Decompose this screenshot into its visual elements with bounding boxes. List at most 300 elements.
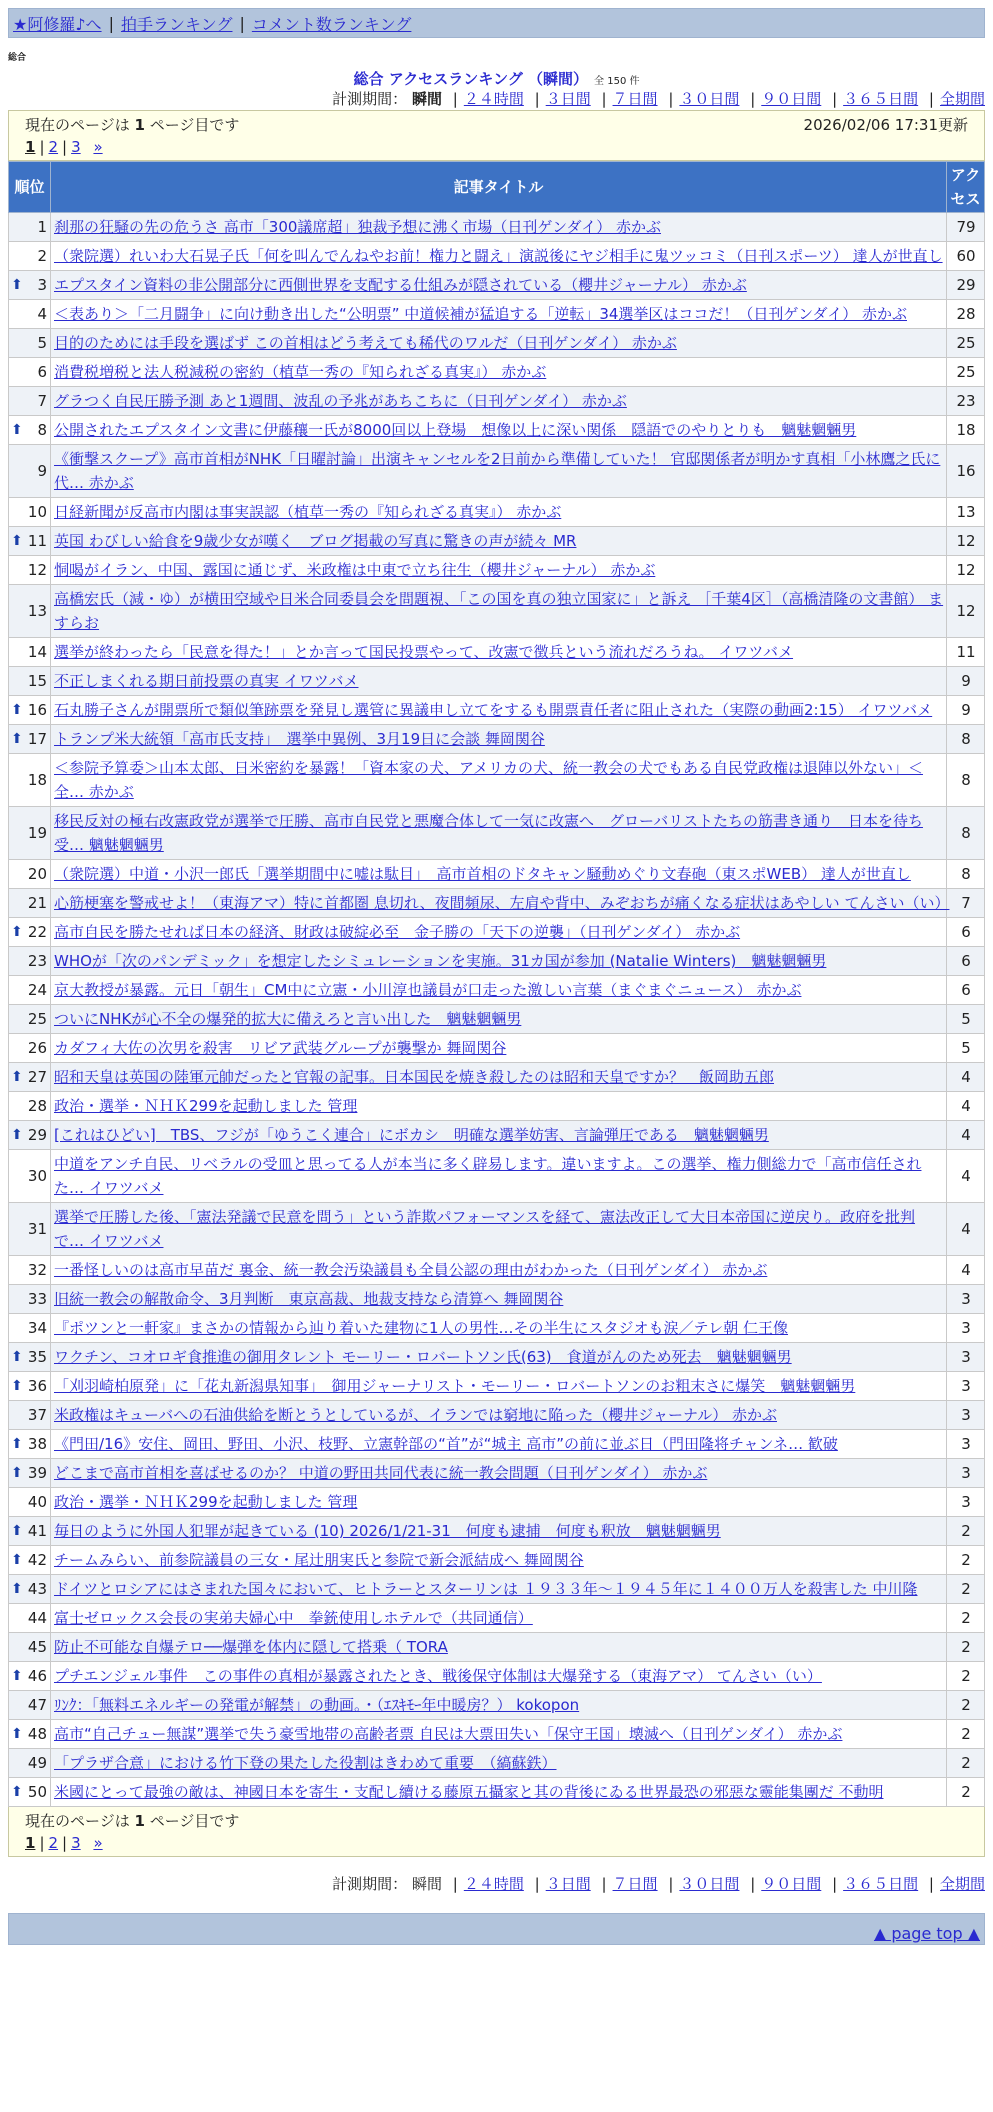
- article-link[interactable]: 昭和天皇は英国の陸軍元帥だったと官報の記事。日本国民を焼き殺したのは昭和天皇ですか？ 飯岡助五郎: [54, 1068, 775, 1086]
- access-count: 2: [947, 1720, 985, 1749]
- article-link[interactable]: 心筋梗塞を警戒せよ！（東海アマ）特に首都圏 息切れ、夜間頻尿、左肩や背中、みぞおちが痛くなる症状はあやしい てんさい（い）: [54, 894, 950, 912]
- access-count: 9: [947, 696, 985, 725]
- page-link-1[interactable]: 1: [25, 138, 36, 156]
- table-row: [9, 242, 985, 271]
- rank-number: 7: [37, 392, 47, 410]
- article-link[interactable]: 『ポツンと一軒家』まさかの情報から辿り着いた建物に1人の男性…その半生にスタジオも涙／テレ朝 仁王像: [54, 1319, 789, 1337]
- rank-cell: [9, 1575, 51, 1604]
- page-link-3-bottom[interactable]: 3: [71, 1834, 81, 1852]
- access-count: 2: [947, 1633, 985, 1662]
- access-count: 4: [947, 1092, 985, 1121]
- page-link-1-bottom[interactable]: 1: [25, 1834, 36, 1852]
- rank-cell: [9, 1401, 51, 1430]
- access-count: 9: [947, 667, 985, 696]
- period-label-bottom: 計測期間：: [332, 1875, 408, 1893]
- table-row: [9, 1034, 985, 1063]
- table-row: [9, 1092, 985, 1121]
- ranking-title: 総合 アクセスランキング （瞬間）: [353, 70, 589, 88]
- article-link[interactable]: 日経新聞が反高市内閣は事実誤認（植草一秀の『知られざる真実』） 赤かぶ: [54, 503, 562, 521]
- nav-link-comment-ranking[interactable]: コメント数ランキング: [251, 14, 412, 34]
- access-count: 2: [947, 1778, 985, 1807]
- title-cell: [51, 1546, 947, 1575]
- access-count: 4: [947, 1121, 985, 1150]
- rank-number: 35: [27, 1348, 47, 1366]
- article-link[interactable]: 「刈羽崎柏原発」に「花丸新潟県知事」 御用ジャーナリスト・モーリー・ロバートソンのお粗末さに爆笑 魑魅魍魎男: [54, 1377, 856, 1395]
- article-link[interactable]: グラつく自民圧勝予測 あと1週間、波乱の予兆があちこちに（日刊ゲンダイ） 赤かぶ: [54, 392, 627, 410]
- access-count: 3: [947, 1488, 985, 1517]
- rank-number: 47: [27, 1696, 47, 1714]
- table-row: [9, 213, 985, 242]
- page-link-2[interactable]: 2: [48, 138, 59, 156]
- rank-number: 8: [37, 421, 47, 439]
- title-cell: [51, 860, 947, 889]
- rank-cell: [9, 976, 51, 1005]
- rank-cell: [9, 1372, 51, 1401]
- access-count: 5: [947, 1034, 985, 1063]
- rank-number: 40: [27, 1493, 47, 1511]
- rank-cell: [9, 556, 51, 585]
- article-link[interactable]: ワクチン、コオロギ食推進の御用タレント モーリー・ロバートソン氏(63) 食道がんのため死去 魑魅魍魎男: [54, 1348, 792, 1366]
- article-link[interactable]: プチエンジェル事件 この事件の真相が暴露されたとき、戦後保守体制は大爆発する（東海アマ） てんさい（い）: [54, 1667, 822, 1685]
- table-row: [9, 1314, 985, 1343]
- rank-number: 13: [27, 602, 47, 620]
- article-link[interactable]: 中道をアンチ自民、リベラルの受皿と思ってる人が本当に多く辟易します。違いますよ。この選挙、権力側総力で「高市信任された… イワツバメ: [54, 1155, 922, 1197]
- rank-cell: [9, 1343, 51, 1372]
- article-link[interactable]: 消費税増税と法人税減税の密約（植草一秀の『知られざる真実』） 赤かぶ: [54, 363, 547, 381]
- period-link-24h[interactable]: ２４時間: [463, 90, 524, 108]
- rank-number: 45: [27, 1638, 47, 1656]
- rank-number: 48: [27, 1725, 47, 1743]
- table-row: [9, 667, 985, 696]
- current-page-info-bottom: 現在のページは 1 ページ目です: [25, 1812, 240, 1830]
- article-link[interactable]: 高橋宏氏（減・ゆ）が横田空域や日米合同委員会を問題視、「この国を真の独立国家に」と訴え ［千葉4区］（高橋清隆の文書館） ますらお: [54, 590, 944, 632]
- up-arrow-icon: ⬆: [11, 277, 23, 293]
- rank-cell: [9, 527, 51, 556]
- title-cell: [51, 498, 947, 527]
- rank-number: 3: [37, 276, 47, 294]
- access-count: 3: [947, 1459, 985, 1488]
- rank-number: 29: [27, 1126, 47, 1144]
- access-count: 12: [947, 585, 985, 638]
- rank-number: 12: [27, 561, 47, 579]
- rank-cell: [9, 1691, 51, 1720]
- period-link-24h-bottom[interactable]: ２４時間: [463, 1875, 524, 1893]
- rank-cell: [9, 329, 51, 358]
- rank-number: 44: [27, 1609, 47, 1627]
- title-cell: [51, 1401, 947, 1430]
- access-count: 2: [947, 1691, 985, 1720]
- rank-cell: [9, 1459, 51, 1488]
- rank-number: 20: [27, 865, 47, 883]
- article-link[interactable]: 米政権はキューバへの石油供給を断とうとしているが、イランでは窮地に陥った（櫻井ジャーナル） 赤かぶ: [54, 1406, 777, 1424]
- access-count: 16: [947, 445, 985, 498]
- rank-cell: [9, 1203, 51, 1256]
- title-cell: [51, 1005, 947, 1034]
- title-cell: [51, 527, 947, 556]
- up-arrow-icon: ⬆: [11, 1726, 23, 1742]
- period-link-3d-bottom[interactable]: ３日間: [545, 1875, 591, 1893]
- access-count: 3: [947, 1285, 985, 1314]
- table-row: [9, 638, 985, 667]
- article-link[interactable]: [これはひどい] TBS、フジが「ゆうこく連合」にボカシ 明確な選挙妨害、言論弾圧である 魑魅魍魎男: [54, 1126, 769, 1144]
- article-link[interactable]: トランプ米大統領「高市氏支持」 選挙中異例、3月19日に会談 舞岡関谷: [54, 730, 545, 748]
- rank-number: 16: [27, 701, 47, 719]
- article-link[interactable]: ﾘﾝｸ：「無料エネルギーの発電が解禁」の動画。・（ｴｽｷﾓｰ年中暖房？） kokopon: [54, 1696, 580, 1714]
- access-count: 4: [947, 1203, 985, 1256]
- rank-cell: [9, 807, 51, 860]
- article-link[interactable]: 不正しまくれる期日前投票の真実 イワツバメ: [54, 672, 359, 690]
- article-link[interactable]: どこまで高市首相を喜ばせるのか？ 中道の野田共同代表に統一教会問題（日刊ゲンダイ） 赤かぶ: [54, 1464, 708, 1482]
- access-count: 3: [947, 1343, 985, 1372]
- title-cell: [51, 213, 947, 242]
- rank-number: 17: [27, 730, 47, 748]
- access-count: 2: [947, 1546, 985, 1575]
- title-cell: [51, 947, 947, 976]
- title-cell: [51, 416, 947, 445]
- article-link[interactable]: カダフィ大佐の次男を殺害 リビア武装グループが襲撃か 舞岡関谷: [54, 1039, 507, 1057]
- rank-number: 25: [27, 1010, 47, 1028]
- rank-number: 31: [27, 1220, 47, 1238]
- period-link-30d-bottom[interactable]: ３０日間: [679, 1875, 740, 1893]
- pagination-bottom: 現在のページは 1 ページ目です 1 | 2 | 3 »: [8, 1807, 985, 1857]
- title-cell: [51, 1575, 947, 1604]
- access-count: 2: [947, 1749, 985, 1778]
- next-page-link[interactable]: »: [93, 138, 103, 156]
- rank-cell: [9, 1633, 51, 1662]
- up-arrow-icon: ⬆: [11, 1069, 23, 1085]
- header-access: アクセス: [947, 162, 985, 213]
- article-link[interactable]: 米國にとって最強の敵は、神國日本を寄生・支配し續ける藤原五攝家と其の背後にゐる世界最恐の邪惡な靈能集團だ 不動明: [54, 1783, 884, 1801]
- rank-cell: [9, 242, 51, 271]
- rank-number: 23: [27, 952, 47, 970]
- article-link[interactable]: 政治・選挙・ＮＨＫ299を起動しました 管理: [54, 1493, 358, 1511]
- title-cell: [51, 1691, 947, 1720]
- rank-cell: [9, 300, 51, 329]
- table-row: [9, 1633, 985, 1662]
- title-cell: [51, 1063, 947, 1092]
- article-link[interactable]: チームみらい、前参院議員の三女・尾辻朋実氏と参院で新会派結成へ 舞岡関谷: [54, 1551, 584, 1569]
- article-link[interactable]: 刹那の狂騒の先の危うさ 高市「300議席超」独裁予想に沸く市場（日刊ゲンダイ） 赤かぶ: [54, 218, 661, 236]
- access-count: 18: [947, 416, 985, 445]
- access-count: 7: [947, 889, 985, 918]
- rank-cell: [9, 1662, 51, 1691]
- access-count: 2: [947, 1604, 985, 1633]
- period-selector-top: 計測期間： 瞬間 | ２４時間 | ３日間 | ７日間 | ３０日間 | ９０日間 | ３６５日間 | 全期間: [332, 90, 985, 108]
- table-row: [9, 1430, 985, 1459]
- bottom-bar: [8, 1913, 985, 1945]
- period-link-90d-bottom[interactable]: ９０日間: [761, 1875, 822, 1893]
- article-link[interactable]: ついにNHKが心不全の爆発的拡大に備えろと言い出した 魑魅魍魎男: [54, 1010, 522, 1028]
- rank-number: 39: [27, 1464, 47, 1482]
- article-link[interactable]: WHOが「次のパンデミック」を想定したシミュレーションを実施。31カ国が参加 (Natalie Winters) 魑魅魍魎男: [54, 952, 827, 970]
- table-row: [9, 1691, 985, 1720]
- title-cell: [51, 889, 950, 918]
- access-count: 8: [947, 754, 985, 807]
- table-row: [9, 271, 985, 300]
- period-link-365d[interactable]: ３６５日間: [843, 90, 919, 108]
- access-count: 6: [947, 918, 985, 947]
- rank-cell: [9, 445, 51, 498]
- page-link-2-bottom[interactable]: 2: [48, 1834, 59, 1852]
- title-cell: [51, 696, 947, 725]
- title-cell: [51, 1720, 947, 1749]
- table-row: [9, 1343, 985, 1372]
- title-cell: [51, 807, 947, 860]
- article-link[interactable]: ＜表あり＞「二月闘争」に向け動き出した“公明票” 中道候補が猛追する「逆転」34選挙区はココだ！（日刊ゲンダイ） 赤かぶ: [54, 305, 907, 323]
- header-title: 記事タイトル: [51, 162, 947, 213]
- up-arrow-icon: ⬆: [11, 731, 23, 747]
- title-cell: [51, 638, 947, 667]
- access-count: 8: [947, 807, 985, 860]
- article-link[interactable]: 富士ゼロックス会長の実弟夫婦心中 拳銃使用しホテルで（共同通信）: [54, 1609, 533, 1627]
- access-count: 5: [947, 1005, 985, 1034]
- title-cell: [51, 918, 947, 947]
- current-page-info: 現在のページは 1 ページ目です: [25, 116, 240, 134]
- table-row: [9, 585, 985, 638]
- period-link-all[interactable]: 全期間: [939, 90, 985, 108]
- period-link-30d[interactable]: ３０日間: [679, 90, 740, 108]
- nav-separator: |: [239, 13, 245, 33]
- title-cell: [51, 1256, 947, 1285]
- access-count: 4: [947, 1256, 985, 1285]
- rank-number: 11: [27, 532, 47, 550]
- title-cell: [51, 556, 947, 585]
- rank-cell: [9, 889, 51, 918]
- rank-number: 18: [27, 771, 47, 789]
- title-cell: [51, 1034, 947, 1063]
- rank-cell: [9, 1314, 51, 1343]
- period-link-all-bottom[interactable]: 全期間: [939, 1875, 985, 1893]
- up-arrow-icon: ⬆: [11, 1581, 23, 1597]
- title-cell: [51, 1633, 947, 1662]
- rank-cell: [9, 1063, 51, 1092]
- article-link[interactable]: 毎日のように外国人犯罪が起きている (10) 2026/1/21-31 何度も逮捕 何度も釈放 魑魅魍魎男: [54, 1522, 721, 1540]
- up-arrow-icon: ⬆: [11, 1465, 23, 1481]
- title-cell: [51, 387, 947, 416]
- access-count: 4: [947, 1063, 985, 1092]
- article-link[interactable]: （衆院選）れいわ大石晃子氏「何を叫んでんねやお前！権力と闘え」演説後にヤジ相手に鬼ツッコミ（日刊スポーツ） 達人が世直し: [54, 247, 943, 265]
- top-nav-bar: [8, 8, 985, 38]
- table-row: [9, 1203, 985, 1256]
- title-cell: [51, 1092, 947, 1121]
- table-row: [9, 1256, 985, 1285]
- page-top-link[interactable]: ▲ page top ▲: [873, 1924, 980, 1943]
- table-row: [9, 889, 985, 918]
- article-link[interactable]: エプスタイン資料の非公開部分に西側世界を支配する仕組みが隠されている（櫻井ジャーナル） 赤かぶ: [54, 276, 747, 294]
- rank-cell: [9, 1778, 51, 1807]
- article-link[interactable]: 防止不可能な自爆テロ──爆弾を体内に隠して搭乗（ TORA: [54, 1638, 448, 1656]
- next-page-link-bottom[interactable]: »: [93, 1834, 103, 1852]
- rank-cell: [9, 1488, 51, 1517]
- title-cell: [51, 1430, 947, 1459]
- access-count: 2: [947, 1517, 985, 1546]
- rank-number: 1: [37, 218, 47, 236]
- access-count: 3: [947, 1401, 985, 1430]
- rank-number: 32: [27, 1261, 47, 1279]
- rank-number: 42: [27, 1551, 47, 1569]
- period-link-365d-bottom[interactable]: ３６５日間: [843, 1875, 919, 1893]
- title-cell: [51, 1778, 947, 1807]
- access-count: 8: [947, 860, 985, 889]
- rank-number: 43: [27, 1580, 47, 1598]
- title-cell: [51, 1343, 947, 1372]
- up-arrow-icon: ⬆: [11, 1784, 23, 1800]
- up-arrow-icon: ⬆: [11, 1668, 23, 1684]
- rank-cell: [9, 1092, 51, 1121]
- article-link[interactable]: 「プラザ合意」における竹下登の果たした役割はきわめて重要 （縞蘇鉄）: [54, 1754, 557, 1772]
- up-arrow-icon: ⬆: [11, 1349, 23, 1365]
- article-link[interactable]: 公開されたエプスタイン文書に伊藤穰一氏が8000回以上登場 想像以上に深い関係 隠語でのやりとりも 魑魅魍魎男: [54, 421, 857, 439]
- article-link[interactable]: 恫喝がイラン、中国、露国に通じず、米政権は中東で立ち往生（櫻井ジャーナル） 赤かぶ: [54, 561, 656, 579]
- nav-link-asyura[interactable]: ★阿修羅♪へ: [13, 14, 102, 34]
- rank-number: 37: [27, 1406, 47, 1424]
- article-link[interactable]: 目的のためには手段を選ばず この首相はどう考えても稀代のワルだ（日刊ゲンダイ） 赤かぶ: [54, 334, 677, 352]
- rank-cell: [9, 1150, 51, 1203]
- title-cell: [51, 1604, 947, 1633]
- period-current-bottom: 瞬間: [411, 1875, 442, 1893]
- rank-cell: [9, 271, 51, 300]
- rank-cell: [9, 860, 51, 889]
- table-row: [9, 445, 985, 498]
- period-link-90d[interactable]: ９０日間: [761, 90, 822, 108]
- article-link[interactable]: 《門田/16》安住、岡田、野田、小沢、枝野、立憲幹部の“首”が“城主 高市”の前に並ぶ日（門田隆将チャンネ… 歓破: [54, 1435, 838, 1453]
- title-cell: [51, 271, 947, 300]
- table-row: [9, 1720, 985, 1749]
- rank-number: 15: [27, 672, 47, 690]
- up-arrow-icon: ⬆: [11, 1127, 23, 1143]
- title-cell: [51, 1285, 947, 1314]
- access-count: 4: [947, 1150, 985, 1203]
- table-row: [9, 1121, 985, 1150]
- title-cell: [51, 1150, 947, 1203]
- rank-cell: [9, 1430, 51, 1459]
- table-row: [9, 556, 985, 585]
- title-cell: [51, 445, 947, 498]
- up-arrow-icon: ⬆: [11, 1378, 23, 1394]
- table-row: [9, 1546, 985, 1575]
- rank-number: 34: [27, 1319, 47, 1337]
- access-count: 60: [947, 242, 985, 271]
- rank-number: 50: [27, 1783, 47, 1801]
- article-link[interactable]: 移民反対の極右改憲政党が選挙で圧勝、高市自民党と悪魔合体して一気に改憲へ グローバリストたちの筋書き通り 日本を待ち受… 魑魅魍魎男: [54, 812, 923, 854]
- table-row: [9, 696, 985, 725]
- article-link[interactable]: 旧統一教会の解散命令、3月判断 東京高裁、地裁支持なら清算へ 舞岡関谷: [54, 1290, 564, 1308]
- period-selector-bottom: 計測期間： 瞬間 | ２４時間 | ３日間 | ７日間 | ３０日間 | ９０日間 | ３６５日間 | 全期間: [332, 1875, 985, 1893]
- table-row: [9, 1488, 985, 1517]
- rank-number: 9: [37, 462, 47, 480]
- article-link[interactable]: ＜参院予算委＞山本太郎、日米密約を暴露！「資本家の犬、アメリカの犬、統一教会の犬でもある自民党政権は退陣以外ない」＜全… 赤かぶ: [54, 759, 923, 801]
- article-link[interactable]: 石丸勝子さんが開票所で類似筆跡票を発見し選管に異議申し立てをするも開票責任者に阻止された（実際の動画2:15） イワツバメ: [54, 701, 933, 719]
- title-cell: [51, 754, 947, 807]
- title-cell: [51, 329, 947, 358]
- table-row: [9, 918, 985, 947]
- rank-cell: [9, 1005, 51, 1034]
- rank-cell: [9, 1546, 51, 1575]
- access-count: 23: [947, 387, 985, 416]
- table-row: [9, 1517, 985, 1546]
- article-link[interactable]: 政治・選挙・ＮＨＫ299を起動しました 管理: [54, 1097, 358, 1115]
- rank-cell: [9, 1121, 51, 1150]
- table-row: [9, 1575, 985, 1604]
- rank-number: 46: [27, 1667, 47, 1685]
- period-link-3d[interactable]: ３日間: [545, 90, 591, 108]
- article-link[interactable]: ドイツとロシアにはさまれた国々において、ヒトラーとスターリンは １９３３年～１９４５年に１４００万人を殺害した 中川隆: [54, 1580, 918, 1598]
- article-link[interactable]: 選挙が終わったら「民意を得た！」とか言って国民投票やって、改憲で徴兵という流れだろうね。 イワツバメ: [54, 643, 794, 661]
- article-link[interactable]: 一番怪しいのは高市早苗だ 裏金、統一教会汚染議員も全員公認の理由がわかった（日刊ゲンダイ） 赤かぶ: [54, 1261, 768, 1279]
- rank-number: 19: [27, 824, 47, 842]
- rank-number: 38: [27, 1435, 47, 1453]
- title-cell: [51, 300, 947, 329]
- article-link[interactable]: 《衝撃スクープ》高市首相がNHK「日曜討論」出演キャンセルを2日前から準備していた！ 官邸関係者が明かす真相「小林鷹之氏に代… 赤かぶ: [54, 450, 941, 492]
- up-arrow-icon: ⬆: [11, 533, 23, 549]
- title-cell: [51, 1372, 947, 1401]
- article-link[interactable]: 京大教授が暴露。元日「朝生」CM中に立憲・小川淳也議員が口走った激しい言葉（まぐまぐニュース） 赤かぶ: [54, 981, 802, 999]
- table-row: [9, 1778, 985, 1807]
- page-link-3[interactable]: 3: [71, 138, 81, 156]
- rank-cell: [9, 1604, 51, 1633]
- article-link[interactable]: 英国 わびしい給食を9歳少女が嘆く ブログ掲載の写真に驚きの声が続々 MR: [54, 532, 577, 550]
- title-cell: [51, 1749, 947, 1778]
- title-cell: [51, 1459, 947, 1488]
- table-row: [9, 1005, 985, 1034]
- header-rank: 順位: [9, 162, 51, 213]
- rank-cell: [9, 1285, 51, 1314]
- up-arrow-icon: ⬆: [11, 924, 23, 940]
- table-row: [9, 527, 985, 556]
- title-cell: [51, 242, 947, 271]
- table-row: [9, 416, 985, 445]
- access-count: 25: [947, 358, 985, 387]
- access-count: 12: [947, 527, 985, 556]
- period-current: 瞬間: [411, 90, 442, 108]
- table-row: [9, 1459, 985, 1488]
- access-count: 2: [947, 1662, 985, 1691]
- up-arrow-icon: ⬆: [11, 1523, 23, 1539]
- period-link-7d-bottom[interactable]: ７日間: [612, 1875, 658, 1893]
- rank-cell: [9, 1749, 51, 1778]
- rank-cell: [9, 947, 51, 976]
- article-link[interactable]: 高市“自己チュー無謀”選挙で失う豪雪地帯の高齢者票 自民は大票田失い「保守王国」壊滅へ（日刊ゲンダイ） 赤かぶ: [54, 1725, 843, 1743]
- period-link-7d[interactable]: ７日間: [612, 90, 658, 108]
- rank-number: 24: [27, 981, 47, 999]
- article-link[interactable]: 選挙で圧勝した後、「憲法発議で民意を問う」という詐欺パフォーマンスを経て、憲法改正して大日本帝国に逆戻り。政府を批判で… イワツバメ: [54, 1208, 916, 1250]
- updated-timestamp: 2026/02/06 17:31更新: [803, 116, 968, 134]
- rank-cell: [9, 358, 51, 387]
- period-label: 計測期間：: [332, 90, 408, 108]
- article-link[interactable]: （衆院選）中道・小沢一郎氏「選挙期間中に嘘は駄目」 高市首相のドタキャン騒動めぐり文春砲（東スポWEB） 達人が世直し: [54, 865, 911, 883]
- access-count: 3: [947, 1314, 985, 1343]
- rank-number: 36: [27, 1377, 47, 1395]
- rank-number: 5: [37, 334, 47, 352]
- table-row: [9, 1749, 985, 1778]
- page: [8, 8, 985, 1945]
- rank-cell: [9, 498, 51, 527]
- rank-number: 33: [27, 1290, 47, 1308]
- nav-link-applause-ranking[interactable]: 拍手ランキング: [120, 14, 233, 34]
- article-link[interactable]: 高市自民を勝たせれば日本の経済、財政は破綻必至 金子勝の「天下の逆襲」（日刊ゲンダイ） 赤かぶ: [54, 923, 741, 941]
- rank-cell: [9, 1720, 51, 1749]
- access-count: 29: [947, 271, 985, 300]
- title-cell: [51, 1121, 947, 1150]
- rank-cell: [9, 918, 51, 947]
- page-title: [8, 68, 985, 88]
- up-arrow-icon: ⬆: [11, 1552, 23, 1568]
- table-row: [9, 807, 985, 860]
- access-count: 6: [947, 976, 985, 1005]
- table-row: [9, 1063, 985, 1092]
- up-arrow-icon: ⬆: [11, 422, 23, 438]
- title-cell: [51, 585, 947, 638]
